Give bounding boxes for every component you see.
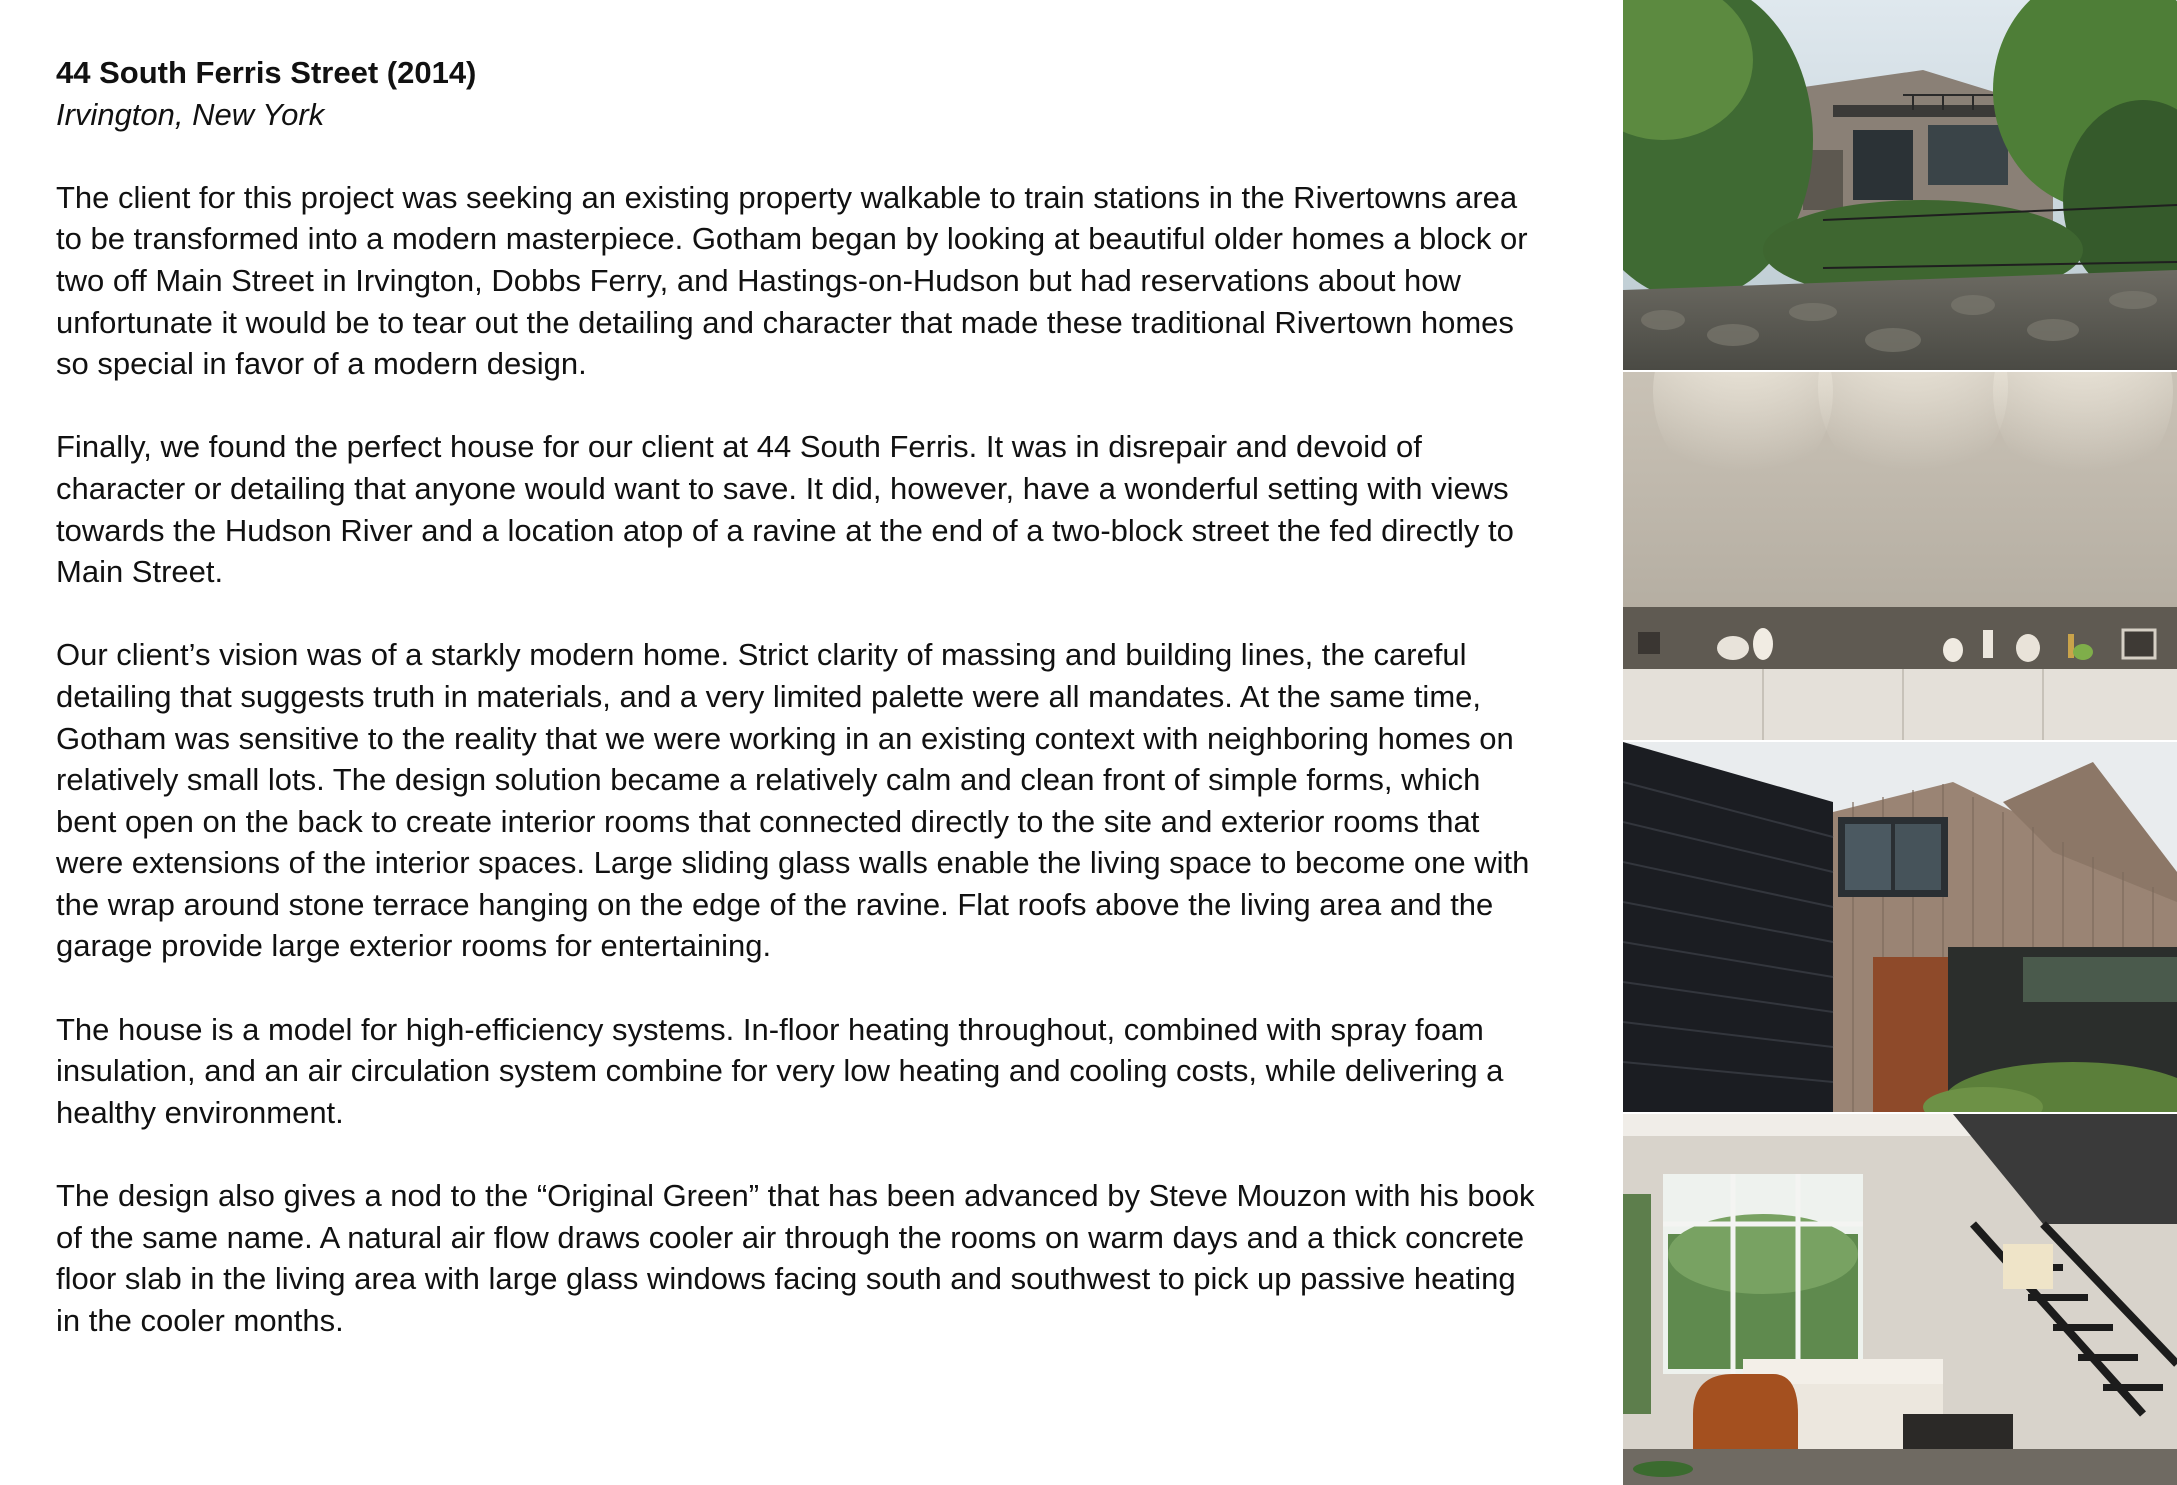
paragraph-house-found: Finally, we found the perfect house for our client at 44 South Ferris. It was in disrepair and devoid of character or detailing that anyone would want to save. It did, however, have a wonderful setting with views towards the Hudson River and a location atop of a ravine at the end of a two-block street the fed directly to Main Street. — [56, 429, 1514, 590]
project-description — [56, 52, 1536, 1383]
photo-rear-exterior — [1623, 0, 2177, 370]
photo-living-room — [1623, 1114, 2177, 1485]
paragraph-efficiency: The house is a model for high-efficiency systems. In-floor heating throughout, combined with spray foam insulation, and an air circulation system combine for very low heating and cooling costs, while delivering a healthy environment. — [56, 1011, 1504, 1130]
photo-interior-shelf — [1623, 372, 2177, 740]
paragraph-original-green: The design also gives a nod to the “Original Green” that has been advanced by Steve Mouzon with his book of the same name. A natural air flow draws cooler air through the rooms on warm days and a thick concrete floor slab in the living area with large glass windows facing south and southwest to pick up passive heating in the cooler months. — [56, 1178, 1535, 1338]
photo-strip — [1623, 0, 2177, 1485]
project-location: Irvington, New York — [56, 96, 325, 132]
paragraph-client-vision: Our client’s vision was of a starkly modern home. Strict clarity of massing and building lines, the careful detailing that suggests truth in materials, and a very limited palette were all mandates. At the same time, Gotham was sensitive to the reality that we were working in an existing context with neighboring homes on relatively small lots. The design solution became a relatively calm and clean front of simple forms, which bent open on the back to create interior rooms that connected directly to the site and exterior rooms that were extensions of the interior spaces. Large sliding glass walls enable the living space to become one with the wrap around stone terrace hanging on the edge of the ravine. Flat roofs above the living area and the garage provide large exterior rooms for entertaining. — [56, 637, 1530, 964]
photo-front-exterior — [1623, 742, 2177, 1112]
paragraph-intro: The client for this project was seeking an existing property walkable to train stations in the Rivertowns area to be transformed into a modern masterpiece. Gotham began by looking at beautiful older homes a block or two off Main Street in Irvington, Dobbs Ferry, and Hastings-on-Hudson but had reservations about how unfortunate it would be to tear out the detailing and character that made these traditional Rivertown homes so special in favor of a modern design. — [56, 179, 1528, 382]
project-title: 44 South Ferris Street (2014) — [56, 55, 477, 90]
